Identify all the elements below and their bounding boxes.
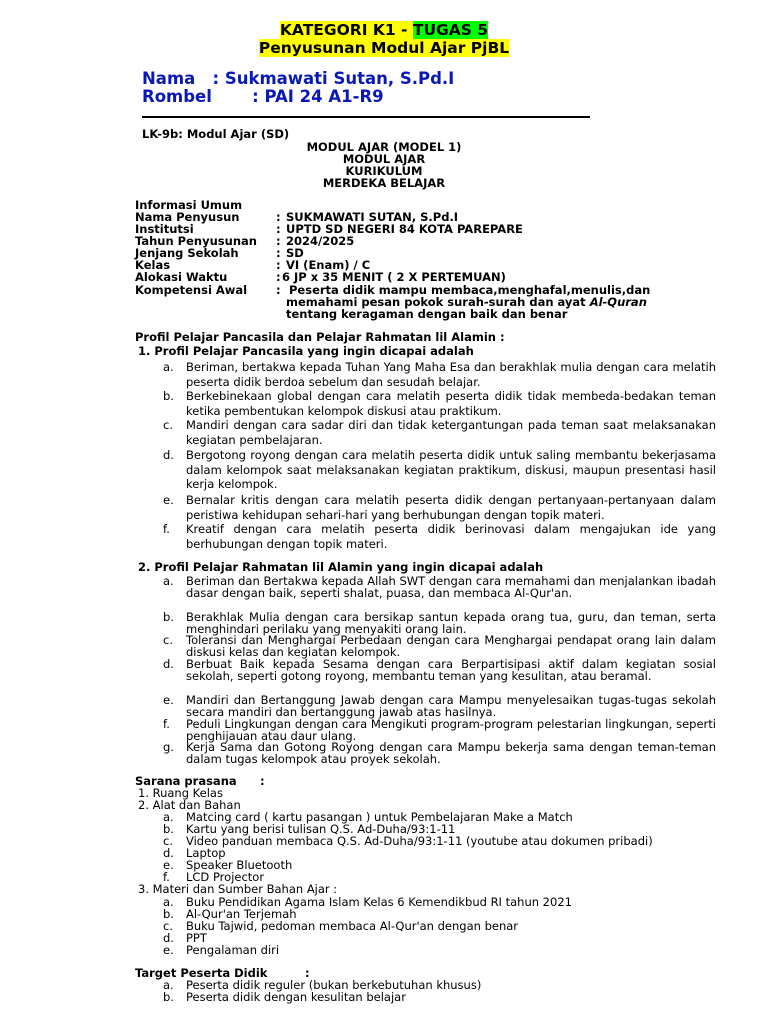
info-value: Peserta didik mampu membaca,menghafal,menulis,dan xyxy=(289,283,651,297)
info-value: 2024/2025 xyxy=(286,234,355,248)
kompetensi-italic: Al-Quran xyxy=(589,295,647,309)
list-item: Berakhlak Mulia dengan cara bersikap santun kepada orang tua, guru, dan teman, serta menghindari perilaku yang menyakiti orang lain. xyxy=(186,610,716,636)
lk-label: LK-9b: Modul Ajar (SD) xyxy=(142,127,290,141)
list-item: Berkebinekaan global dengan cara melatih peserta didik tidak membeda-bedakan teman ketika pembentukan kelompok diskusi atau praktikum. xyxy=(186,389,716,418)
author-name: Nama : Sukmawati Sutan, S.Pd.I xyxy=(142,69,455,88)
list-label: d. xyxy=(163,448,174,462)
info-sep: : xyxy=(276,283,281,297)
list-label: b. xyxy=(163,389,174,403)
sarana-colon: : xyxy=(260,774,265,788)
list-label: g. xyxy=(163,740,174,754)
author-rombel: Rombel : PAI 24 A1-R9 xyxy=(142,87,384,106)
module-heading-2: MODUL AJAR xyxy=(342,152,426,166)
kompetensi-text: memahami pesan pokok surah-surah dan ayat xyxy=(286,295,590,309)
page-subtitle xyxy=(0,39,768,57)
list-item: Laptop xyxy=(186,846,226,860)
list-item: Mandiri dan Bertanggung Jawab dengan cara Mampu menyelesaikan tugas-tugas sekolah secara mandiri dan bertanggung jawab atas hasilnya. xyxy=(186,693,716,719)
section1-title: 1. Profil Pelajar Pancasila yang ingin dicapai adalah xyxy=(138,344,474,358)
list-label: c. xyxy=(163,418,173,432)
list-label: a. xyxy=(163,810,174,824)
list-item: Peserta didik reguler (bukan berkebutuhan khusus) xyxy=(186,978,482,992)
list-item: Al-Qur'an Terjemah xyxy=(186,907,297,921)
sarana-item: 2. Alat dan Bahan xyxy=(138,798,241,812)
list-label: d. xyxy=(163,846,174,860)
list-item: Mandiri dengan cara sadar diri dan tidak ketergantungan pada teman saat melaksanakan kegiatan pembelajaran. xyxy=(186,418,716,447)
info-value: VI (Enam) / C xyxy=(286,258,371,272)
list-label: b. xyxy=(163,822,174,836)
info-value: SUKMAWATI SUTAN, S.Pd.I xyxy=(286,210,459,224)
list-item: Bergotong royong dengan cara melatih peserta didik untuk saling membantu bekerjasama dalam kelompok saat melaksanakan kegiatan praktikum, diskusi, maupun presentasi hasil kerja kelompok. xyxy=(186,448,716,491)
info-label: Tahun Penyusunan xyxy=(135,234,257,248)
sarana-title: Sarana prasana xyxy=(135,774,237,788)
list-label: a. xyxy=(163,978,174,992)
list-label: b. xyxy=(163,907,174,921)
list-label: e. xyxy=(163,493,174,507)
list-label: e. xyxy=(163,693,174,707)
list-item: Peduli Lingkungan dengan cara Mengikuti program-program pelestarian lingkungan, seperti penghijauan atau daur ulang. xyxy=(186,717,716,743)
list-label: a. xyxy=(163,895,174,909)
list-label: c. xyxy=(163,834,173,848)
info-sep: : xyxy=(276,246,281,260)
info-label: Kompetensi Awal xyxy=(135,283,248,297)
list-label: c. xyxy=(163,633,173,647)
list-label: a. xyxy=(163,360,174,374)
list-item: Toleransi dan Menghargai Perbedaan dengan cara Menghargai pendapat orang lain dalam diskusi kelas dan kegiatan kelompok. xyxy=(186,633,716,659)
info-title: Informasi Umum xyxy=(135,198,243,212)
list-label: c. xyxy=(163,919,173,933)
target-title: Target Peserta Didik xyxy=(135,966,268,980)
list-item: Berbuat Baik kepada Sesama dengan cara Berpartisipasi aktif dalam kegiatan sosial sekolah, seperti gotong royong, membantu teman yang kesulitan, atau beramal. xyxy=(186,657,716,683)
info-value: UPTD SD NEGERI 84 KOTA PAREPARE xyxy=(286,222,523,236)
info-value: SD xyxy=(286,246,304,260)
list-item: Peserta didik dengan kesulitan belajar xyxy=(186,990,406,1004)
list-label: d. xyxy=(163,657,174,671)
list-item: Kerja Sama dan Gotong Royong dengan cara Mampu bekerja sama dengan teman-teman dalam tugas kelompok atau proyek sekolah. xyxy=(186,740,716,766)
module-heading-1: MODUL AJAR (MODEL 1) xyxy=(306,140,462,154)
list-label: f. xyxy=(163,870,170,884)
list-item: Kartu yang berisi tulisan Q.S. Ad-Duha/93:1-11 xyxy=(186,822,456,836)
info-label: Jenjang Sekolah xyxy=(135,246,239,260)
info-value: 6 JP x 35 MENIT ( 2 X PERTEMUAN) xyxy=(282,270,506,284)
list-label: a. xyxy=(163,574,174,588)
list-item: Kreatif dengan cara melatih peserta didik berinovasi dalam mengajukan ide yang berhubungan dengan topik materi. xyxy=(186,522,716,551)
list-item: Video panduan membaca Q.S. Ad-Duha/93:1-11 (youtube atau dokumen pribadi) xyxy=(186,834,653,848)
list-item: Bernalar kritis dengan cara melatih peserta didik dengan pertanyaan-pertanyaan dalam peristiwa kehidupan sehari-hari yang berhubungan dengan topik materi. xyxy=(186,493,716,522)
section2-title: 2. Profil Pelajar Rahmatan lil Alamin yang ingin dicapai adalah xyxy=(138,560,544,574)
info-label: Kelas xyxy=(135,258,171,272)
list-label: b. xyxy=(163,990,174,1004)
list-item: Speaker Bluetooth xyxy=(186,858,293,872)
list-label: d. xyxy=(163,931,174,945)
list-item: Buku Tajwid, pedoman membaca Al-Qur'an dengan benar xyxy=(186,919,519,933)
title-task: TUGAS 5 xyxy=(412,21,489,39)
list-label: f. xyxy=(163,717,170,731)
info-sep: : xyxy=(276,234,281,248)
list-item: Beriman, bertakwa kepada Tuhan Yang Maha Esa dan berakhlak mulia dengan cara melatih peserta didik berdoa sebelum dan sesudah belajar. xyxy=(186,360,716,389)
kompetensi-line: tentang keragaman dengan baik dan benar xyxy=(286,307,568,321)
info-sep: : xyxy=(276,210,281,224)
list-item: Matcing card ( kartu pasangan ) untuk Pembelajaran Make a Match xyxy=(186,810,573,824)
list-label: f. xyxy=(163,522,170,536)
info-label: Nama Penyusun xyxy=(135,210,240,224)
target-colon: : xyxy=(305,966,310,980)
list-label: e. xyxy=(163,943,174,957)
sarana-item: 3. Materi dan Sumber Bahan Ajar : xyxy=(138,882,338,896)
divider xyxy=(142,116,590,118)
list-label: e. xyxy=(163,858,174,872)
info-label: Institutsi xyxy=(135,222,194,236)
info-sep: : xyxy=(276,258,281,272)
profil-title: Profil Pelajar Pancasila dan Pelajar Rahmatan lil Alamin : xyxy=(135,330,505,344)
list-item: PPT xyxy=(186,931,207,945)
list-item: Buku Pendidikan Agama Islam Kelas 6 Kemendikbud RI tahun 2021 xyxy=(186,895,572,909)
list-item: LCD Projector xyxy=(186,870,265,884)
subtitle-text: Penyusunan Modul Ajar PjBL xyxy=(258,39,510,57)
info-sep: : xyxy=(276,270,281,284)
title-prefix: KATEGORI K1 - xyxy=(279,21,413,39)
list-item: Beriman dan Bertakwa kepada Allah SWT dengan cara memahami dan menjalankan ibadah dasar dengan baik, seperti shalat, puasa, dan membaca Al-Qur'an. xyxy=(186,574,716,600)
info-label: Alokasi Waktu xyxy=(135,270,228,284)
info-sep: : xyxy=(276,222,281,236)
module-heading-3: KURIKULUM xyxy=(345,164,423,178)
sarana-item: 1. Ruang Kelas xyxy=(138,786,223,800)
list-item: Pengalaman diri xyxy=(186,943,280,957)
page-title xyxy=(0,21,768,39)
list-label: b. xyxy=(163,610,174,624)
module-heading-4: MERDEKA BELAJAR xyxy=(322,176,446,190)
